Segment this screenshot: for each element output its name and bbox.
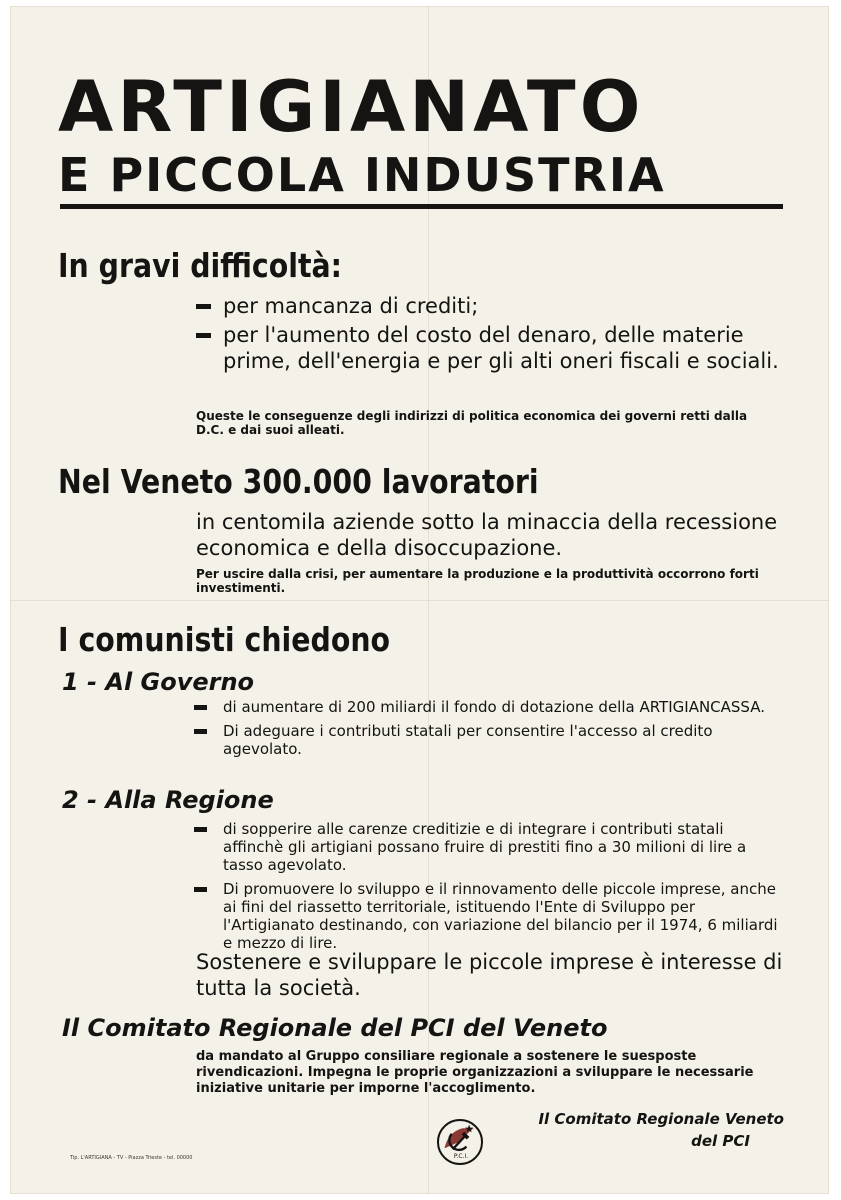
signature-line2: del PCI [691,1132,750,1150]
section1-bullets [196,293,796,374]
bullet-text: di sopperire alle carenze creditizie e di integrare i contributi statali affinchè gli artigiani possano fruire di prestiti fino a 30 milioni di lire a tasso agevolato. [223,820,747,874]
sub1-heading: 1 - Al Governo [62,668,255,696]
signature-line1: Il Comitato Regionale Veneto [538,1110,784,1128]
sub2-bullet [194,820,784,874]
section1-note: Queste le conseguenze degli indirizzi di politica economica dei governi retti dalla D.C. e dai suoi alleati. [196,409,748,437]
closing-statement: Sostenere e sviluppare le piccole imprese è interesse di tutta la società. [196,950,783,1000]
section2-heading: Nel Veneto 300.000 lavoratori [58,462,539,501]
fold-line-horizontal [10,600,829,601]
dash-bullet-icon [194,705,207,710]
section1-heading: In gravi difficoltà: [58,246,343,285]
section2-note: Per uscire dalla crisi, per aumentare la produzione e la produttività occorrono forti investimenti. [196,567,759,595]
dash-bullet-icon [196,333,211,338]
emblem-label: P.C.I. [453,1153,469,1160]
sub1-bullets [194,698,784,758]
section2-body: in centomila aziende sotto la minaccia della recessione economica e della disoccupazione. [196,510,778,560]
dash-bullet-icon [196,304,211,309]
sub2-heading: 2 - Alla Regione [62,786,274,814]
bullet-text: per mancanza di crediti; [223,294,479,318]
dash-bullet-icon [194,729,207,734]
poster-title-line1: ARTIGIANATO [58,66,645,148]
committee-body: da mandato al Gruppo consiliare regionale a sostenere le suesposte rivendicazioni. Impegna le proprie organizzazioni a sviluppare le necessarie iniziative unitarie per imporne l'accoglimento. [196,1049,754,1096]
committee-heading: Il Comitato Regionale del PCI del Veneto [62,1014,608,1042]
poster-title-line2: E PICCOLA INDUSTRIA [58,148,666,202]
title-rule [60,204,783,209]
section3-heading: I comunisti chiedono [58,620,391,659]
poster-sheet [10,6,829,1194]
sub1-bullet [194,722,784,758]
section1-bullet [196,322,796,374]
sub2-bullet [194,880,784,952]
sub1-bullet [194,698,784,716]
bullet-text: Di promuovere lo sviluppo e il rinnovamento delle piccole imprese, anche ai fini del riassetto territoriale, istituendo l'Ente di Sviluppo per l'Artigianato destinando, con variazione del bilancio per il 1974, 6 miliardi e mezzo di lire. [223,880,778,952]
bullet-text: per l'aumento del costo del denaro, delle materie prime, dell'energia e per gli alti oneri fiscali e sociali. [223,323,779,373]
printer-credit: Tip. L'ARTIGIANA - TV - Piazza Trieste - tel. 00000 [70,1155,193,1161]
dash-bullet-icon [194,827,207,832]
dash-bullet-icon [194,887,207,892]
sub2-bullets [194,820,784,952]
bullet-text: Di adeguare i contributi statali per consentire l'accesso al credito agevolato. [223,722,713,758]
section1-bullet [196,293,796,319]
bullet-text: di aumentare di 200 miliardi il fondo di dotazione della ARTIGIANCASSA. [223,698,765,716]
